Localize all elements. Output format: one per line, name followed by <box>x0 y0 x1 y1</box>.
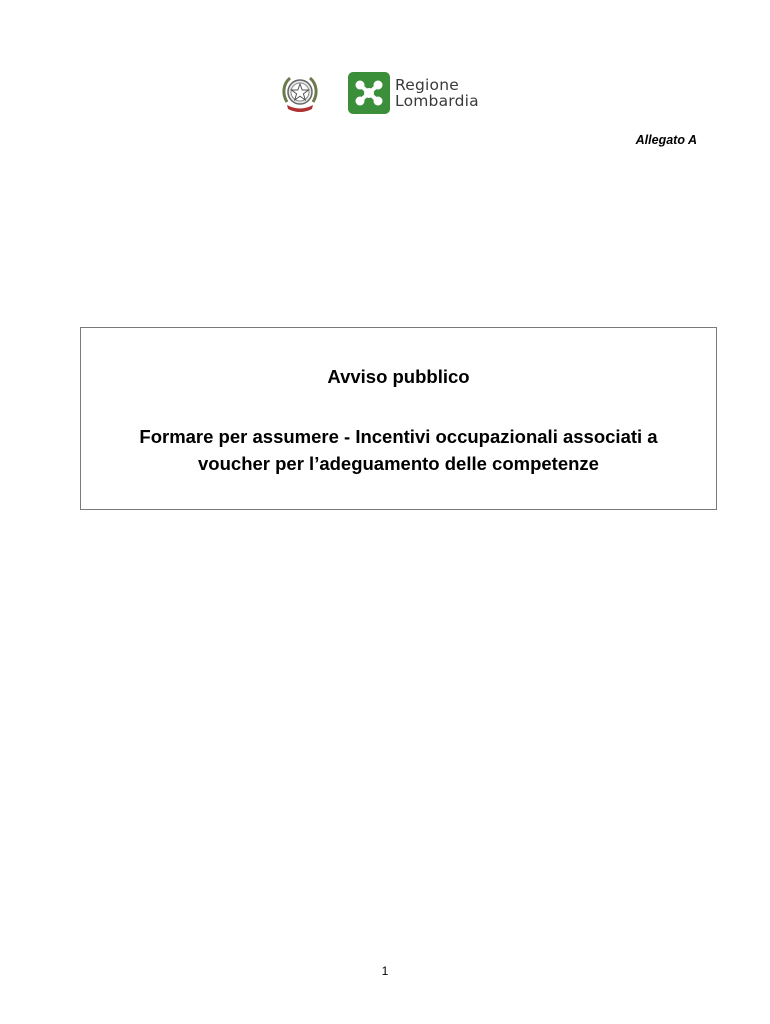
page-number: 1 <box>381 964 389 978</box>
region-name-line1: Regione <box>395 76 459 94</box>
regione-lombardia-logo <box>348 72 479 114</box>
notice-subtitle: Formare per assumere - Incentivi occupazionali associati a voucher per l’adeguamento delle competenze <box>139 426 658 474</box>
regione-lombardia-logo-icon <box>348 72 390 114</box>
annex-label: Allegato A <box>635 133 697 147</box>
title-box <box>80 327 717 510</box>
italian-republic-emblem-icon <box>279 72 321 114</box>
notice-heading: Avviso pubblico <box>327 366 470 387</box>
region-name <box>395 77 479 109</box>
region-name-line2: Lombardia <box>395 92 479 110</box>
